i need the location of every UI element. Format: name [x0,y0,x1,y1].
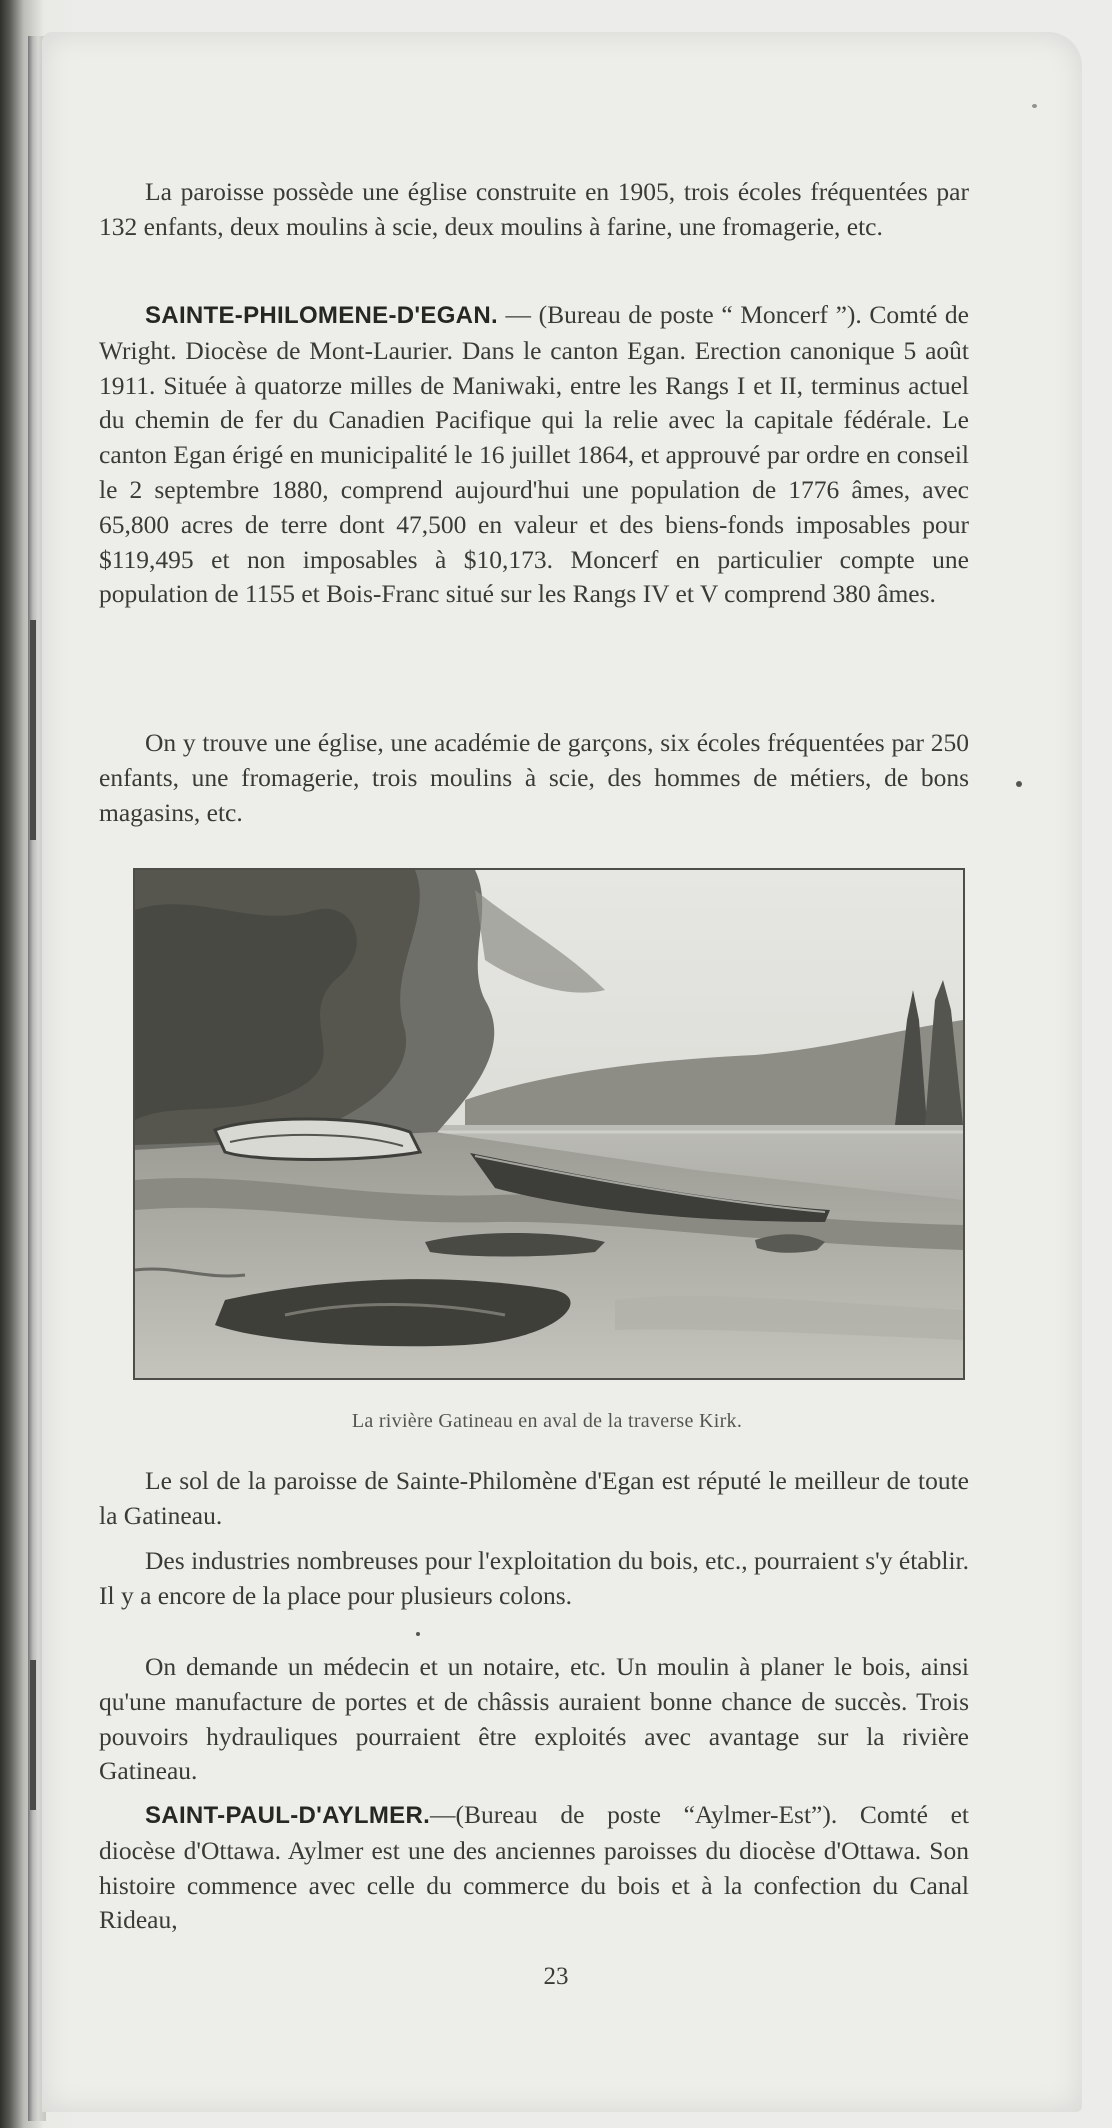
section-sainte-philomene [99,298,969,612]
section-paragraph [99,298,969,612]
paragraph-text: On demande un médecin et un notaire, etc. Un moulin à planer le bois, ainsi qu'une manufacture de portes et de châssis auraient bonne chance de succès. Trois pouvoirs hydrauliques pourraient être exploités avec avantage sur la rivière Gatineau. [99,1652,969,1786]
paragraph-opportunities [99,1650,969,1789]
section-paragraph [99,1798,969,1938]
paragraph-text: Des industries nombreuses pour l'exploitation du bois, etc., pourraient s'y établir. Il y a encore de la place pour plusieurs colons. [99,1546,969,1610]
spine-shadow [30,620,36,840]
paragraph-village-amenities [99,726,969,830]
section-body: —(Bureau de poste “Aylmer-Est”). Comté et diocèse d'Ottawa. Aylmer est une des anciennes paroisses du diocèse d'Ottawa. Son histoire commence avec celle du commerce du bois et à la confection du Canal Rideau, [99,1800,969,1935]
river-photograph [133,868,965,1380]
dust-speck [1032,104,1037,108]
paragraph-industries [99,1544,969,1614]
river-photograph-drawing [135,870,963,1378]
dust-speck [1016,781,1022,787]
paragraph-text: On y trouve une église, une académie de garçons, six écoles fréquentées par 250 enfants, une fromagerie, trois moulins à scie, des hommes de métiers, de bons magasins, etc. [99,728,969,827]
section-body: — (Bureau de poste “ Moncerf ”). Comté de Wright. Diocèse de Mont-Laurier. Dans le canton Egan. Erection canonique 5 août 1911. Située à quatorze milles de Maniwaki, entre les Rangs I et II, terminus actuel du chemin de fer du Canadien Pacifique qui la relie avec la capitale fédérale. Le canton Egan érigé en municipalité le 16 juillet 1864, et approuvé par ordre en conseil le 2 septembre 1880, comprend aujourd'hui une population de 1776 âmes, avec 65,800 acres de terre dont 47,500 en valeur et des biens-fonds imposables pour $119,495 et non imposables à $10,173. Moncerf en particulier compte une population de 1155 et Bois-Franc situé sur les Rangs IV et V comprend 380 âmes. [99,300,969,609]
section-heading: SAINTE-PHILOMENE-D'EGAN. [145,302,498,329]
section-heading: SAINT-PAUL-D'AYLMER. [145,1802,431,1829]
paragraph-text: Le sol de la paroisse de Sainte-Philomène d'Egan est réputé le meilleur de toute la Gatineau. [99,1466,969,1530]
section-saint-paul-aylmer [99,1798,969,1938]
photo-caption: La rivière Gatineau en aval de la traverse Kirk. [351,1410,743,1432]
dust-speck [416,1632,420,1636]
paragraph-school-statistics [99,175,969,245]
page-number: 23 [543,1963,569,1990]
paragraph-soil-quality [99,1464,969,1534]
paragraph-text: La paroisse possède une église construite en 1905, trois écoles fréquentées par 132 enfants, deux moulins à scie, deux moulins à farine, une fromagerie, etc. [99,177,969,241]
spine-shadow [30,1660,36,1810]
